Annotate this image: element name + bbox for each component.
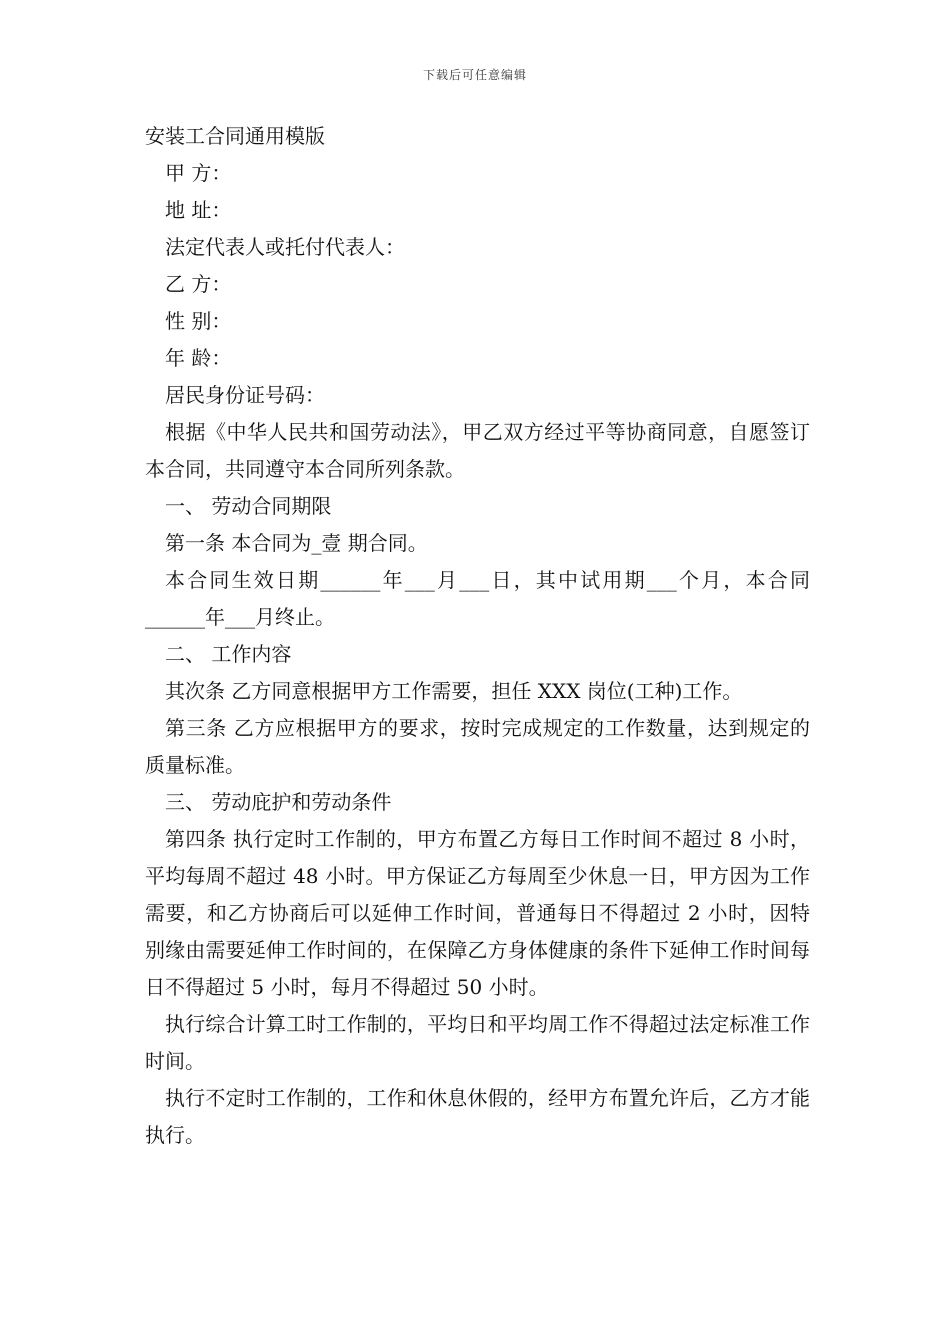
article-2: 其次条 乙方同意根据甲方工作需要，担任 XXX 岗位(工种)工作。 — [165, 679, 743, 703]
field-gender: 性 别： — [165, 309, 232, 333]
article-4: 第四条 执行定时工作制的，甲方布置乙方每日工作时间不超过 8 小时，平均每周不超过 48 小时。甲方保证乙方每周至少休息一日，甲方因为工作需要，和乙方协商后可以延伸工作时间，普通每日不得超过 2 小时，因特别缘由需要延伸工作时间的，在保障乙方身体健康的条件下延伸工作时间每日不得超过 5 小时，每月不得超过 50 小时。 — [145, 827, 810, 999]
section-heading-labor-conditions: 三、 劳动庇护和劳动条件 — [165, 790, 392, 814]
document-title: 安装工合同通用模版 — [145, 124, 325, 148]
flexible-hours-paragraph: 执行不定时工作制的，工作和休息休假的，经甲方布置允许后，乙方才能执行。 — [145, 1086, 810, 1147]
field-party-b: 乙 方： — [165, 272, 232, 296]
field-id-number: 居民身份证号码： — [165, 383, 325, 407]
comprehensive-hours-paragraph: 执行综合计算工时工作制的，平均日和平均周工作不得超过法定标准工作时间。 — [145, 1012, 810, 1073]
field-representative: 法定代表人或托付代表人： — [165, 235, 405, 259]
article-1: 第一条 本合同为_壹 期合同。 — [165, 531, 428, 555]
article-3: 第三条 乙方应根据甲方的要求，按时完成规定的工作数量，达到规定的质量标准。 — [145, 716, 810, 777]
field-address: 地 址： — [165, 198, 232, 222]
document-body — [145, 118, 810, 1154]
field-age: 年 龄： — [165, 346, 232, 370]
term-paragraph: 本合同生效日期______年___月___日，其中试用期___个月，本合同______年___月终止。 — [145, 568, 810, 629]
header-note: 下载后可任意编辑 — [422, 68, 527, 82]
section-heading-term: 一、 劳动合同期限 — [165, 494, 332, 518]
intro-paragraph: 根据《中华人民共和国劳动法》，甲乙双方经过平等协商同意，自愿签订本合同，共同遵守本合同所列条款。 — [145, 420, 810, 481]
section-heading-work-content: 二、 工作内容 — [165, 642, 292, 666]
field-party-a: 甲 方： — [165, 161, 232, 185]
